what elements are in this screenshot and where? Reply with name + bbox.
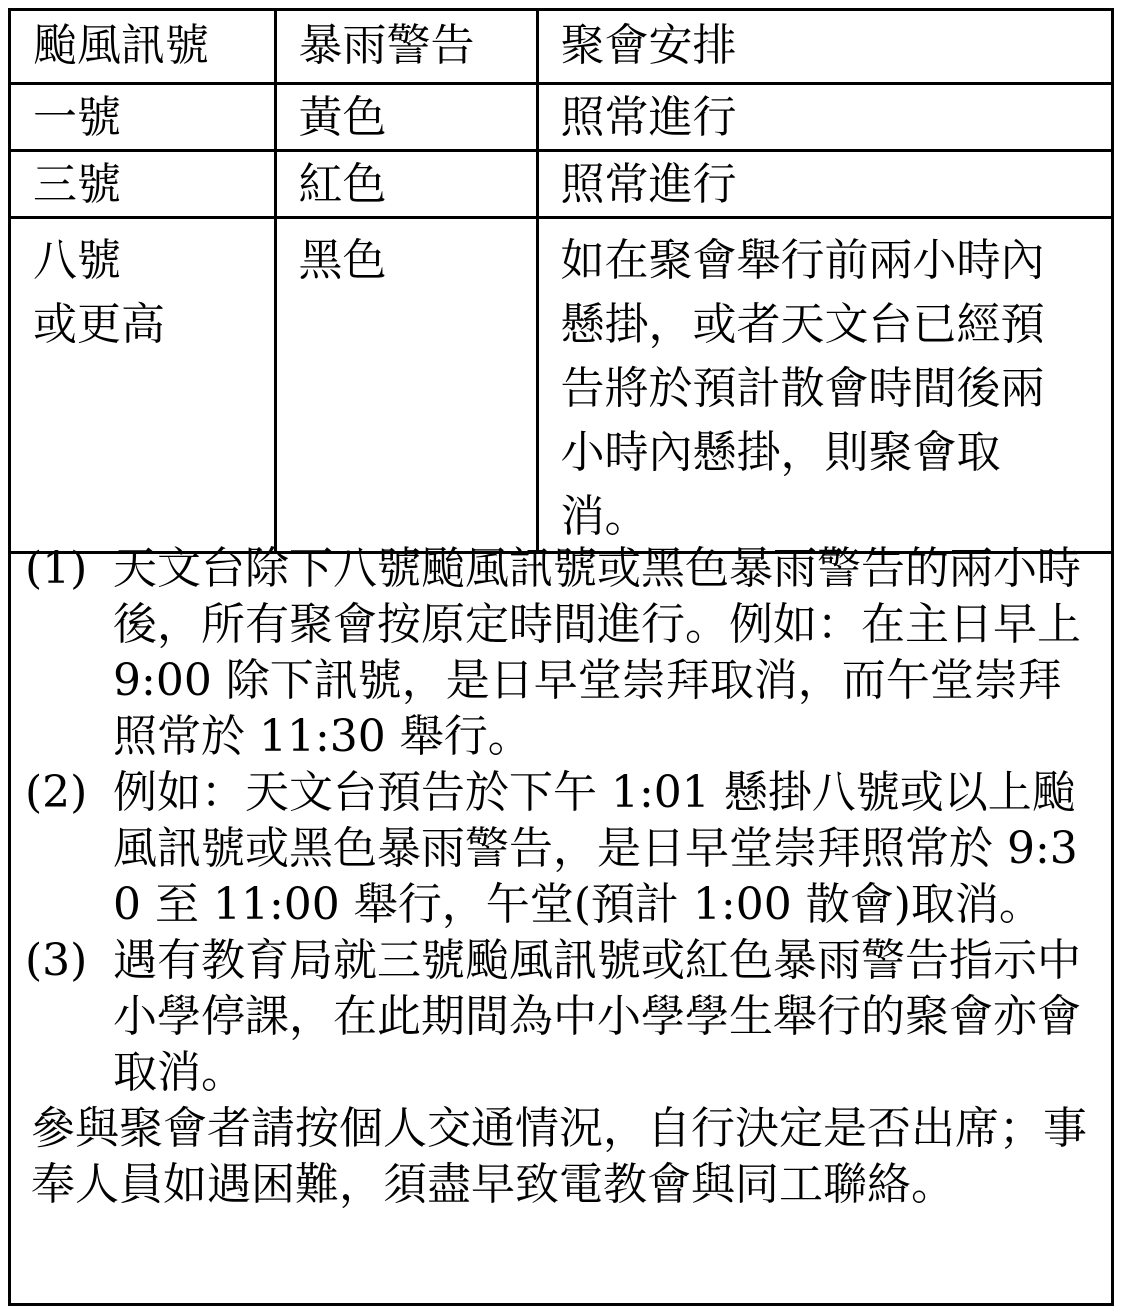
- notice-sheet: [8, 8, 1114, 1306]
- table-row: [11, 150, 1111, 217]
- notes-section: [25, 541, 1105, 1213]
- arrangement-cell: [537, 217, 1111, 552]
- note-text: 例如：天文台預告於下午 1:01 懸掛八號或以上颱風訊號或黑色暴雨警告，是日早堂崇拜照常於 9:30 至 11:00 舉行，午堂(預計 1:00 散會)取消。: [113, 767, 1078, 930]
- attendance-advice: 參與聚會者請按個人交通情況，自行決定是否出席；事奉人員如遇困難，須盡早致電教會與同工聯絡。: [31, 1103, 1087, 1210]
- arrangement-cell: 照常進行: [537, 83, 1111, 150]
- note-number: (2): [25, 767, 88, 818]
- signal-line: 或更高: [33, 298, 165, 350]
- note-number: (1): [25, 543, 88, 594]
- rainstorm-cell: 紅色: [275, 150, 537, 217]
- header-typhoon-signal: 颱風訊號: [11, 11, 275, 83]
- table-row: [11, 83, 1111, 150]
- note-item: [25, 933, 1105, 1101]
- note-text: 天文台除下八號颱風訊號或黑色暴雨警告的兩小時後，所有聚會按原定時間進行。例如：在主日早上 9:00 除下訊號，是日早堂崇拜取消，而午堂崇拜照常於 11:30 舉行。: [113, 543, 1081, 762]
- note-item: [25, 541, 1105, 765]
- note-item: [25, 765, 1105, 933]
- arrangement-table: [11, 11, 1111, 554]
- rainstorm-cell: 黃色: [275, 83, 537, 150]
- signal-cell: 一號: [11, 83, 275, 150]
- signal-cell: 三號: [11, 150, 275, 217]
- table-header-row: [11, 11, 1111, 83]
- rainstorm-cell: 黑色: [275, 217, 537, 552]
- signal-line: 八號: [33, 234, 121, 286]
- header-rainstorm-warning: 暴雨警告: [275, 11, 537, 83]
- note-text: 遇有教育局就三號颱風訊號或紅色暴雨警告指示中小學停課，在此期間為中小學學生舉行的聚會亦會取消。: [113, 935, 1081, 1098]
- table-row: [11, 217, 1111, 552]
- arrangement-cell: 照常進行: [537, 150, 1111, 217]
- arrangement-text: 如在聚會舉行前兩小時內懸掛，或者天文台已經預告將於預計散會時間後兩小時內懸掛，則聚會取消。: [560, 234, 1045, 542]
- note-number: (3): [25, 935, 88, 986]
- header-arrangement: 聚會安排: [537, 11, 1111, 83]
- signal-cell: [11, 217, 275, 552]
